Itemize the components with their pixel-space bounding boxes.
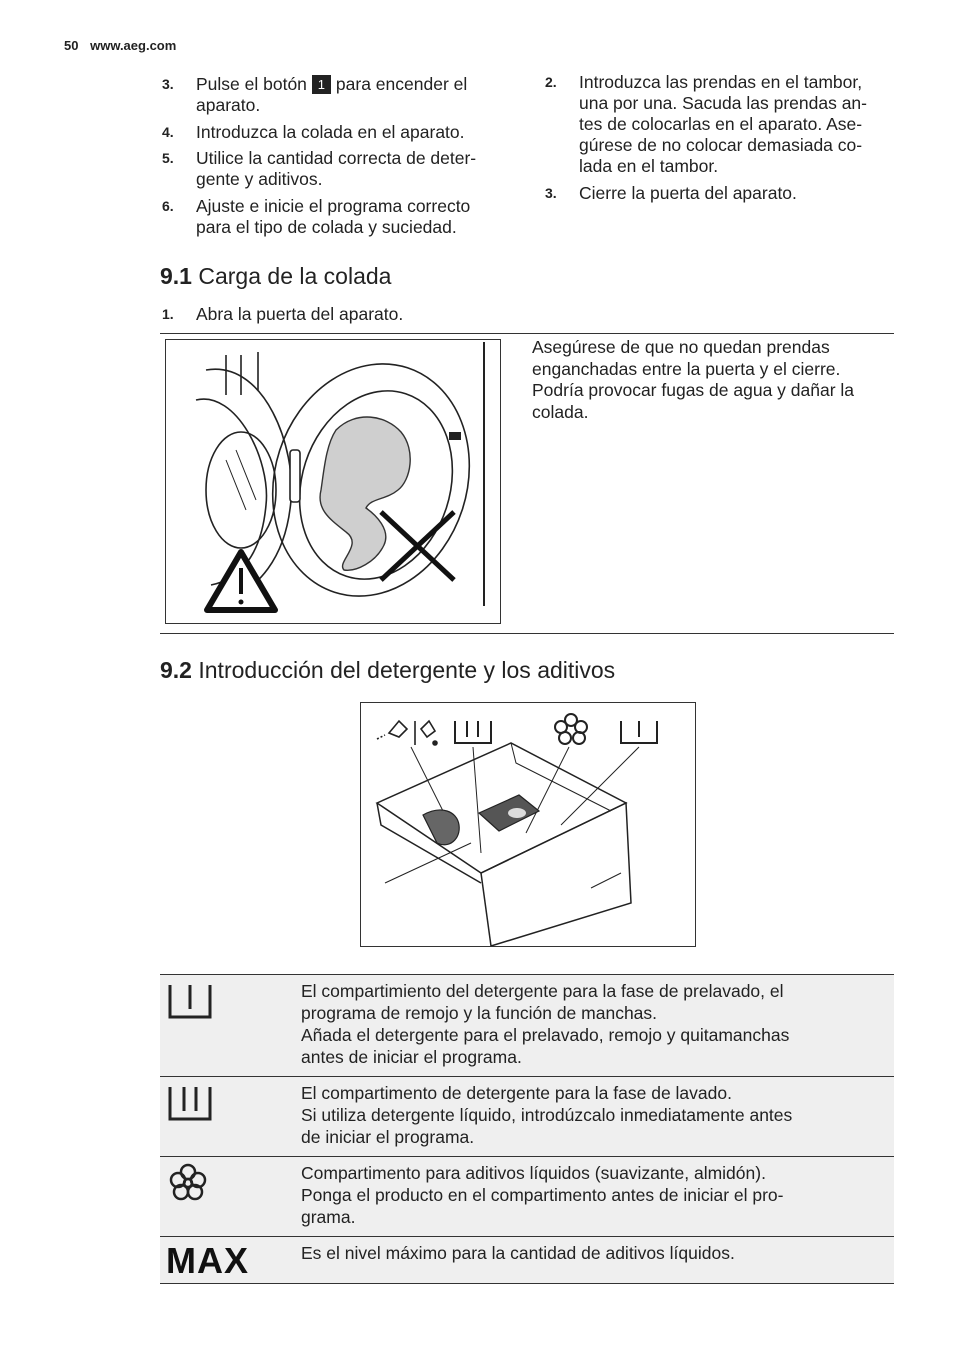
- left-step-5: [162, 148, 522, 192]
- compartment-description: Compartimento para aditivos líquidos (suavizante, almidón). Ponga el producto en el compartimento antes de iniciar el pro- grama.: [301, 1163, 784, 1227]
- compartment-row-softener: [160, 1157, 894, 1237]
- section-1-step-1: [162, 304, 522, 326]
- section-title: Introducción del detergente y los aditivos: [198, 657, 616, 683]
- divider: [160, 633, 894, 634]
- step-number: 4.: [162, 124, 174, 140]
- warning-note: Asegúrese de que no quedan prendas enganchadas entre la puerta y el cierre. Podría provocar fugas de agua y dañar la colada.: [532, 337, 855, 422]
- step-text: Utilice la cantidad correcta de deter- gente y aditivos.: [196, 148, 477, 189]
- powder-liquid-symbol-icon: [377, 721, 437, 745]
- compartment-description: El compartimento de detergente para la fase de lavado. Si utiliza detergente líquido, introdúzcalo inmediatamente antes de iniciar el programa.: [301, 1083, 793, 1147]
- washer-door-illustration: [165, 339, 501, 624]
- wash-symbol-icon: [455, 721, 491, 743]
- left-step-6: [162, 196, 522, 240]
- section-title: Carga de la colada: [198, 263, 392, 289]
- page-header: [64, 38, 176, 53]
- prohibited-cross-icon: [381, 512, 454, 580]
- max-label: MAX: [166, 1240, 249, 1281]
- softener-flower-icon: [555, 714, 587, 744]
- detergent-drawer-drawing: [361, 703, 695, 946]
- compartment-row-wash: [160, 1077, 894, 1157]
- compartment-description: Es el nivel máximo para la cantidad de aditivos líquidos.: [301, 1243, 735, 1263]
- step-number: 2.: [545, 74, 557, 90]
- website: www.aeg.com: [90, 38, 177, 53]
- divider: [160, 333, 894, 334]
- step-number: 6.: [162, 198, 174, 214]
- step-text: Introduzca la colada en el aparato.: [196, 122, 465, 142]
- step-number: 5.: [162, 150, 174, 166]
- section-number: 9.1: [160, 263, 192, 289]
- detergent-drawer-illustration: [360, 702, 696, 947]
- step-text: Ajuste e inicie el programa correcto para el tipo de colada y suciedad.: [196, 196, 471, 237]
- power-button-badge: 1: [312, 75, 331, 94]
- compartment-row-prewash: [160, 975, 894, 1077]
- section-heading-9-2: [160, 657, 615, 684]
- prewash-compartment-icon: [166, 981, 276, 1026]
- step-number: 3.: [545, 185, 557, 201]
- step-text: Cierre la puerta del aparato.: [579, 183, 797, 203]
- right-step-2: [545, 72, 905, 182]
- section-heading-9-1: [160, 263, 391, 290]
- washer-door-drawing: [166, 340, 500, 623]
- prewash-symbol-icon: [621, 721, 657, 743]
- laundry-shape: [320, 417, 410, 570]
- page-number: 50: [64, 38, 79, 53]
- compartment-description: El compartimiento del detergente para la fase de prelavado, el programa de remojo y la función de manchas. Añada el detergente para el prelavado, remojo y quitamanchas antes de iniciar el programa.: [301, 981, 790, 1067]
- prewash-cup-shape: [423, 810, 459, 845]
- step-text-before: Pulse el botón: [196, 74, 307, 94]
- compartment-row-max: [160, 1237, 894, 1284]
- step-text-after: para encender el aparato.: [196, 74, 468, 115]
- compartments-table: [160, 974, 894, 1284]
- left-step-4: [162, 122, 522, 144]
- step-number: 1.: [162, 306, 174, 322]
- right-step-3: [545, 183, 905, 205]
- left-step-3: [162, 74, 522, 118]
- step-text: Abra la puerta del aparato.: [196, 304, 404, 324]
- wash-compartment-icon: [166, 1083, 276, 1128]
- section-number: 9.2: [160, 657, 192, 683]
- step-text: Introduzca las prendas en el tambor, una por una. Sacuda las prendas an- tes de colocarlas en el aparato. Ase- gúrese de no colocar demasiada co- lada en el tambor.: [579, 72, 867, 176]
- step-number: 3.: [162, 76, 174, 92]
- warning-triangle-icon: [207, 552, 275, 610]
- flower-icon: [166, 1163, 276, 1208]
- step-text: [196, 74, 467, 116]
